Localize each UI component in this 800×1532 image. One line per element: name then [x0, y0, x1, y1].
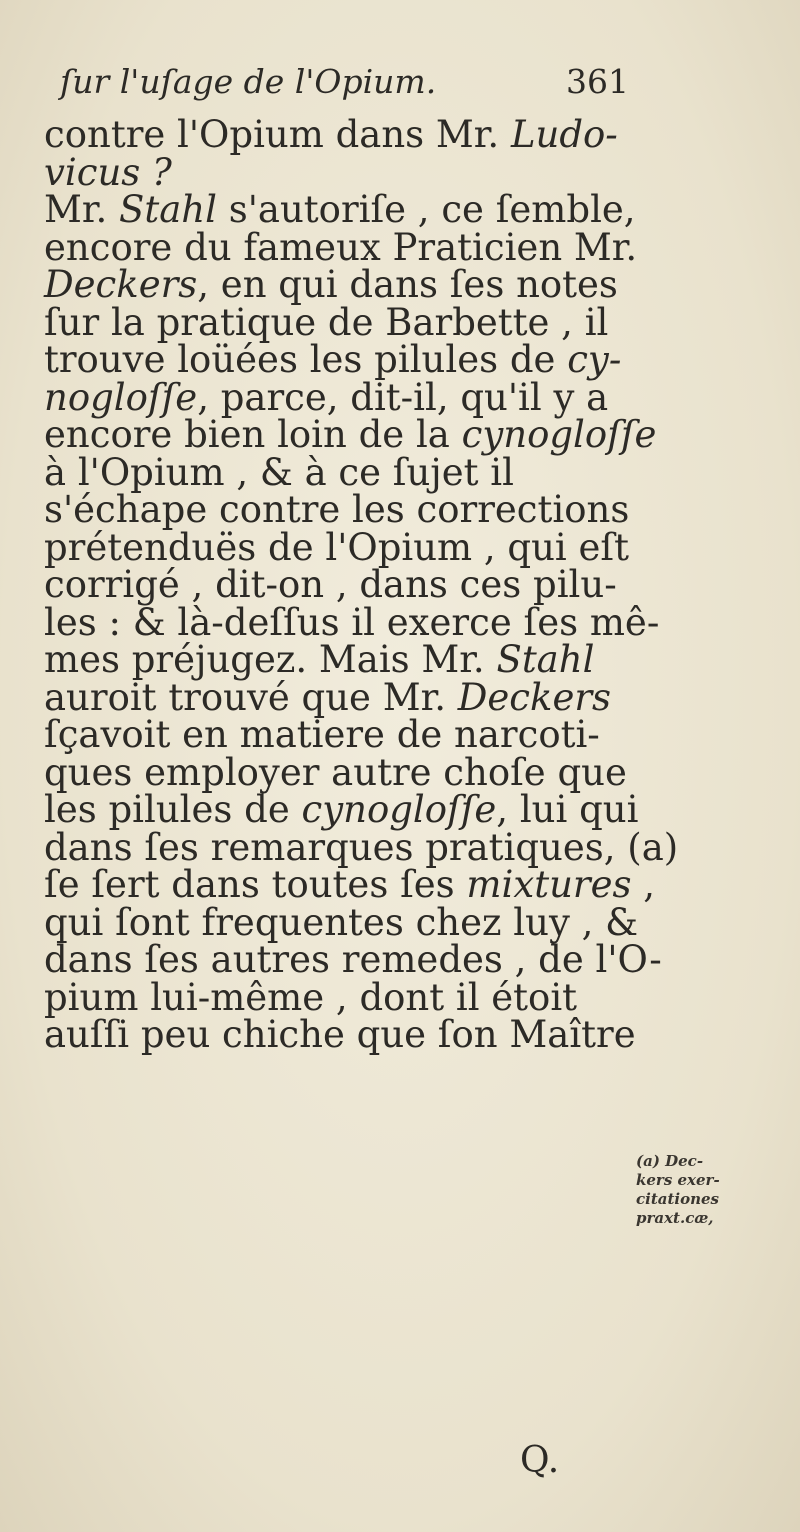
- text-line: [44, 225, 638, 269]
- text-line: [44, 938, 662, 981]
- text-line: [44, 113, 624, 156]
- text-run: encore bien loin de la: [44, 413, 462, 456]
- text-line: [44, 263, 624, 306]
- text-line: [44, 338, 624, 381]
- text-line: [44, 788, 639, 831]
- text-line: [44, 563, 624, 606]
- marginal-note-line: kers exer-: [636, 1171, 720, 1189]
- running-header: [60, 62, 629, 118]
- text-run: dans ſes autres remedes , de l'O-: [44, 938, 662, 981]
- text-line: [44, 675, 624, 719]
- marginal-note-line: (a) Dec-: [636, 1152, 704, 1170]
- text-run: les pilules de: [44, 788, 302, 831]
- text-line: [44, 600, 660, 644]
- marginal-note-line: praxt.cæ,: [636, 1209, 714, 1227]
- text-run: ſur la pratique de Barbette , il: [44, 300, 609, 344]
- page-number: 361: [566, 62, 629, 101]
- marginal-note: [636, 1152, 796, 1228]
- text-run: prétenduës de l'Opium , qui eſt: [44, 525, 629, 569]
- text-run: dans ſes remarques pratiques, (a): [44, 825, 679, 869]
- text-line: [44, 450, 624, 494]
- text-run: ſçavoit en matiere de narcoti-: [44, 713, 600, 756]
- body-text: [44, 113, 679, 1056]
- text-run: , lui qui: [496, 788, 639, 831]
- text-run: , parce, dit-il, qu'il y a: [197, 375, 609, 419]
- italic-run: Stahl: [119, 188, 217, 231]
- text-line: [44, 1013, 636, 1056]
- italic-run: vicus ?: [44, 150, 172, 194]
- text-run: encore du fameux Praticien Mr.: [44, 225, 638, 269]
- text-run: auroit trouvé que Mr.: [44, 675, 458, 719]
- text-run: ,: [631, 863, 656, 906]
- italic-run: cynogloſſe: [461, 413, 657, 456]
- text-line: [44, 638, 624, 681]
- text-run: pium lui-même , dont il étoit: [44, 975, 578, 1019]
- italic-run: cy-: [567, 338, 622, 381]
- text-run: qui ſont frequentes chez luy , &: [44, 900, 639, 944]
- text-line: [44, 863, 656, 906]
- text-line: [44, 750, 627, 794]
- marginal-note-line: citationes: [636, 1190, 720, 1208]
- text-run: auſſi peu chiche que ſon Maître: [44, 1013, 636, 1056]
- text-line: [44, 150, 624, 194]
- text-line: [44, 488, 630, 531]
- text-line: [44, 713, 624, 756]
- italic-run: Deckers: [457, 675, 612, 719]
- text-run: mes préjugez. Mais Mr.: [44, 638, 497, 681]
- text-run: s'échape contre les corrections: [44, 488, 630, 531]
- text-run: contre l'Opium dans Mr.: [44, 113, 511, 156]
- italic-run: mixtures: [466, 863, 632, 906]
- text-run: Mr.: [44, 188, 120, 231]
- italic-run: Stahl: [496, 638, 595, 681]
- text-line: [44, 975, 624, 1019]
- italic-run: nogloſſe: [44, 375, 198, 419]
- text-run: à l'Opium , & à ce ſujet il: [44, 450, 514, 494]
- text-run: ques employer autre choſe que: [44, 750, 627, 794]
- text-line: [44, 300, 624, 344]
- catchword: Q.: [520, 1440, 560, 1481]
- text-run: trouve loüées les pilules de: [44, 338, 568, 381]
- text-line: [44, 413, 657, 456]
- text-run: les : & là-deſſus il exerce ſes mê-: [44, 600, 660, 644]
- italic-run: Ludo-: [510, 113, 618, 156]
- text-line: [44, 825, 679, 869]
- text-line: [44, 525, 629, 569]
- text-line: [44, 900, 639, 944]
- italic-run: Deckers: [44, 263, 198, 306]
- text-line: [44, 188, 636, 231]
- text-run: s'autoriſe , ce ſemble,: [216, 188, 636, 231]
- running-title: ſur l'uſage de l'Opium.: [60, 62, 437, 101]
- text-run: , en qui dans ſes notes: [197, 263, 618, 306]
- text-line: [44, 375, 624, 419]
- text-run: ſe ſert dans toutes ſes: [44, 863, 467, 906]
- text-run: corrigé , dit-on , dans ces pilu-: [44, 563, 617, 606]
- italic-run: cynogloſſe: [301, 788, 497, 831]
